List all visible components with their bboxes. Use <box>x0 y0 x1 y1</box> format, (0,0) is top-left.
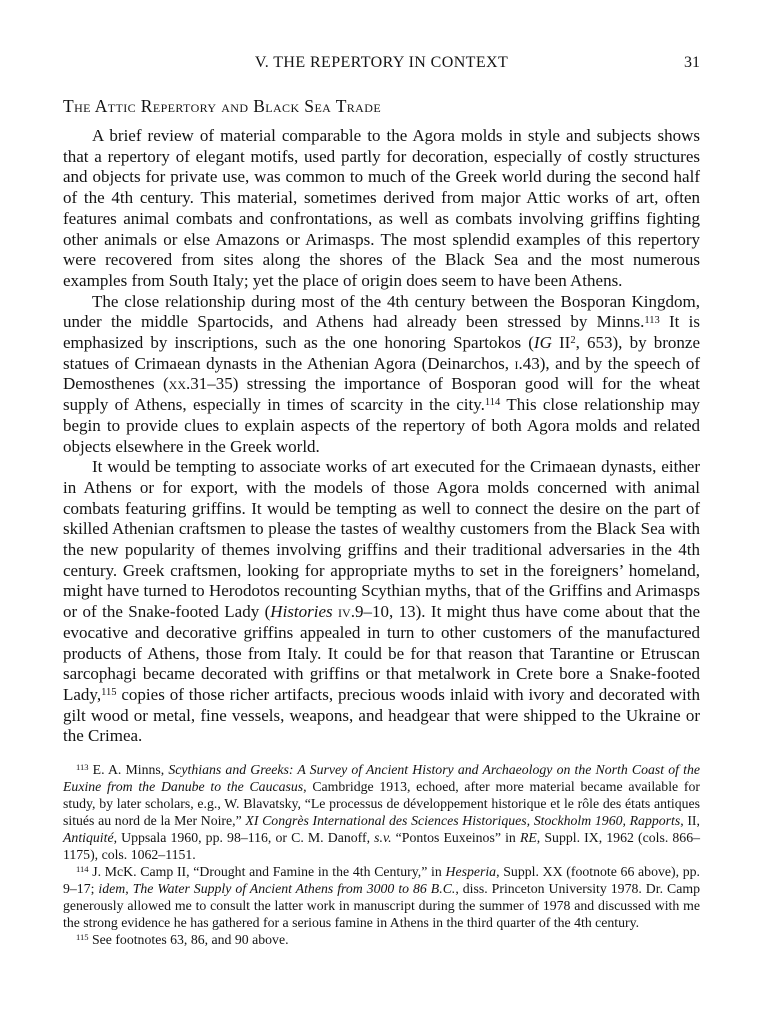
text-run: , Cambridge 1913, echoed, after more material became available for study, by later scholars, e.g., W. Blavatsky, “Le processus de développement historique et le rôle des états antiques situés au nord de la Mer Noire,” <box>63 779 700 829</box>
paragraph <box>63 126 700 292</box>
footnotes <box>63 761 700 948</box>
text-run: , <box>125 881 133 897</box>
footnote <box>63 863 700 931</box>
footnote-marker: 113 <box>644 314 660 326</box>
text-run: idem <box>98 881 126 897</box>
running-title: V. THE REPERTORY IN CONTEXT <box>254 54 509 71</box>
footnote-marker: 115 <box>76 932 89 943</box>
text-run: , Suppl. IX, 1962 (cols. 866–1175), cols. 1062–1151. <box>63 830 700 863</box>
text-run: It is emphasized by inscriptions, such as the one honoring Spartokos ( <box>63 312 700 353</box>
text-run: .31–35) stressing the importance of Bosporan good will for the wheat supply of Athens, especially in times of scarcity in the city. <box>63 374 700 415</box>
text-run: IG <box>533 333 552 353</box>
text-run: , Suppl. XX (footnote 66 above), pp. 9–17; <box>63 864 701 897</box>
text-run: This close relationship may begin to provide clues to explain aspects of the repertory of both Agora molds and related objects elsewhere in the Greek world. <box>63 395 700 456</box>
text-run: .43), and by the speech of Demosthenes ( <box>63 353 701 394</box>
text-run: It would be tempting to associate works of art executed for the Crimaean dynasts, either in Athens or for export, with the models of those Agora molds concerned with animal combats featuring griffins. It would be tempting as well to connect the desire on the part of skilled Athenian craftsmen to please the tastes of wealthy customers from the Black Sea with the new popularity of themes involving griffins and their traditional adversaries in the 4th century. Greek craftsmen, looking for appropriate myths to set in the foreigners’ homeland, might have turned to Herodotos recounting Scythian myths, that of the Griffins and Arimasps or of the Snake-footed Lady ( <box>63 457 700 622</box>
paragraph <box>63 457 700 747</box>
text-run: E. A. Minns, <box>88 762 169 778</box>
text-block <box>63 0 700 948</box>
text-run: A brief review of material comparable to the Agora molds in style and subjects shows that a repertory of elegant motifs, used partly for decoration, especially of costly structures and objects for private use, was common to much of the Greek world during the second half of the 4th century. This material, sometimes derived from major Attic works of art, often features animal combats and confrontations, as well as combats involving griffins fighting other animals or else Amazons or Arimasps. The most splendid examples of this repertory were recovered from sites along the shores of the Black Sea and the most numerous examples from South Italy; yet the place of origin does seem to have been Athens. <box>63 126 700 290</box>
text-run: s.v. <box>374 830 392 846</box>
page-number: 31 <box>684 54 700 71</box>
text-run: i <box>514 353 519 373</box>
text-run: , 653), by bronze statues of Crimaean dynasts in the Athenian Agora (Deinarchos, <box>63 333 700 373</box>
footnote <box>63 931 700 948</box>
text-run: XI Congrès International des Sciences Historiques, Stockholm 1960, Rapports <box>245 813 681 829</box>
text-run: The close relationship during most of the 4th century between the Bosporan Kingdom, under the middle Spartocids, and Athens had already been stressed by Minns. <box>63 291 700 332</box>
body-paragraphs <box>63 126 700 747</box>
paragraph <box>63 292 700 458</box>
text-run: .9–10, 13). It might thus have come about that the evocative and decorative griffins appealed in turn to other customers of the manufactured products of Athens, those from Italy. It could be for that reason that Tarantine or Etruscan sarcophagi became decorated with griffins or that metalwork in Crete bore a Snake-footed Lady, <box>63 602 700 704</box>
running-head <box>63 0 700 72</box>
text-run: , Uppsala 1960, pp. 98–116, or C. M. Danoff, <box>113 830 375 846</box>
text-run: Histories <box>270 602 333 622</box>
text-run: II <box>551 333 571 353</box>
text-run: Hesperia <box>445 864 497 880</box>
footnote-marker: 114 <box>76 864 89 875</box>
text-run: RE <box>519 830 537 846</box>
footnote-marker: 114 <box>484 397 501 409</box>
text-run: See footnotes 63, 86, and 90 above. <box>88 932 289 948</box>
text-run: xx <box>168 374 186 394</box>
text-run: Scythians and Greeks: A Survey of Ancient History and Archaeology on the North Coast of the Euxine from the Danube to the Caucasus <box>63 762 701 795</box>
text-run: copies of those richer artifacts, precious woods inlaid with ivory and decorated with gilt wood or metal, fine vessels, weapons, and headgear that were shipped to the Ukraine or the Crimea. <box>63 684 700 746</box>
footnote-marker: 113 <box>76 762 89 773</box>
text-run: “Pontos Euxeinos” in <box>391 830 520 846</box>
footnote-marker: 2 <box>570 335 576 347</box>
text-run: , diss. Princeton University 1978. Dr. Camp generously allowed me to consult the latter work in manuscript during the summer of 1978 and discussed with me the strong evidence he has gathered for a serious famine in Athens in the third quarter of the 4th century. <box>63 881 700 931</box>
footnote <box>63 761 700 863</box>
text-run: iv <box>338 602 351 622</box>
footnote-marker: 115 <box>101 687 117 699</box>
text-run: , II, <box>680 813 700 829</box>
text-run: The Water Supply of Ancient Athens from 3000 to 86 B.C. <box>132 881 456 897</box>
text-run: Antiquité <box>63 830 114 846</box>
text-run: J. McK. Camp II, “Drought and Famine in the 4th Century,” in <box>88 864 446 880</box>
section-heading: The Attic Repertory and Black Sea Trade <box>63 96 382 116</box>
